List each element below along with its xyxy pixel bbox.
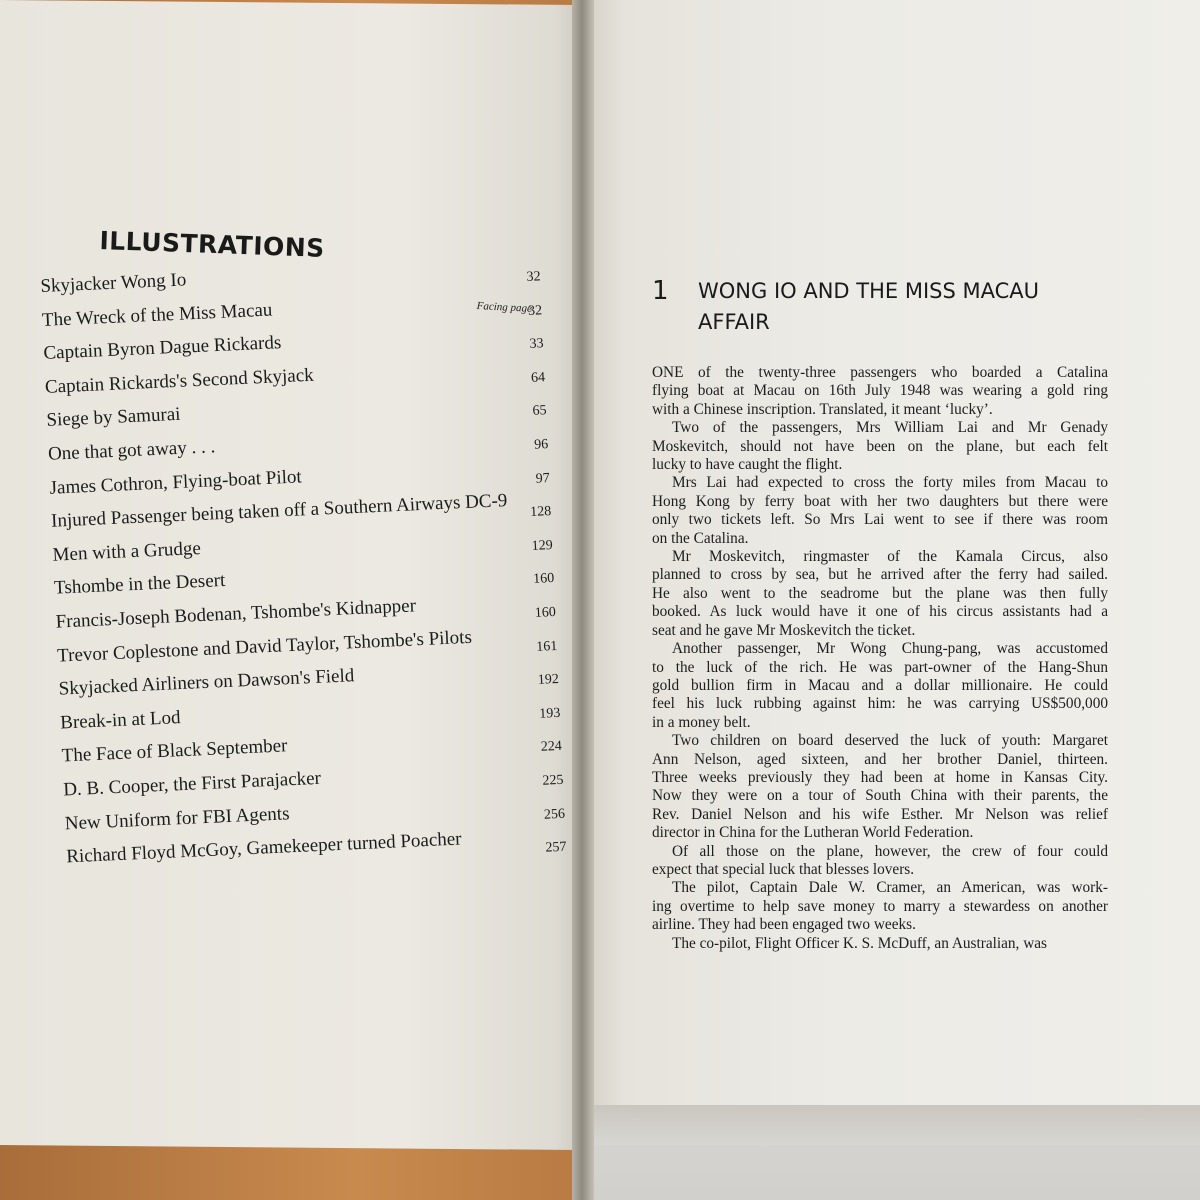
chapter-number: 1	[652, 276, 669, 306]
illustration-caption: Skyjacker Wong Io	[40, 269, 187, 297]
text-line: director in China for the Lutheran World Federation.	[652, 824, 974, 842]
paragraph	[652, 732, 1108, 842]
text-line: Two of the passengers, Mrs William Lai and Mr Genady	[672, 419, 1108, 437]
text-line: booked. As luck would have it one of his circus assistants had a	[652, 603, 1108, 621]
illustration-caption: The Wreck of the Miss Macau	[41, 299, 273, 331]
illustration-page-number: 33	[529, 336, 544, 353]
illustration-page-number: 97	[535, 470, 551, 487]
paragraph	[652, 843, 1108, 880]
text-line: Hong Kong by ferry boat with her two daughters but there were	[652, 492, 1108, 510]
text-line: Now they were on a tour of South China with their parents, the	[652, 787, 1108, 805]
facing-page-label: Facing page	[476, 300, 533, 315]
illustration-page-number: 256	[543, 806, 566, 823]
illustration-page-number: 225	[542, 772, 564, 789]
text-line: lucky to have caught the flight.	[652, 456, 843, 474]
illustration-page-number: 32	[527, 302, 543, 319]
illustrations-list	[40, 252, 587, 880]
text-line: ONE of the twenty-three passengers who boarded a Catalina	[652, 364, 1108, 381]
text-line: The pilot, Captain Dale W. Cramer, an American, was work-	[672, 879, 1108, 897]
illustration-page-number: 32	[526, 269, 541, 285]
chapter-title	[698, 276, 1098, 338]
illustration-page-number: 161	[535, 638, 558, 655]
paragraph	[652, 935, 1108, 953]
chapter-title-line: WONG IO AND THE MISS MACAU	[698, 279, 1039, 303]
text-line: gold bullion firm in Macau and a dollar millionaire. He could	[652, 676, 1108, 694]
paragraph	[652, 474, 1108, 548]
text-line: feel his luck rubbing against him: he was carrying US$500,000	[652, 695, 1108, 713]
illustration-page-number: 128	[529, 504, 552, 521]
illustration-page-number: 160	[532, 571, 555, 588]
illustration-caption: James Cothron, Flying-boat Pilot	[49, 465, 303, 499]
text-line: Moskevitch, should not have been on the plane, but each felt	[652, 437, 1108, 455]
text-line: Two children on board deserved the luck of youth: Margaret	[672, 732, 1108, 750]
text-line: Ann Nelson, aged sixteen, and her brother Daniel, thirteen.	[652, 750, 1108, 768]
paragraph	[652, 640, 1108, 732]
paragraph	[652, 548, 1108, 640]
illustration-page-number: 160	[534, 604, 557, 621]
text-line: Another passenger, Mr Wong Chung-pang, was accustomed	[672, 640, 1108, 658]
text-line: expect that special luck that blesses lovers.	[652, 860, 915, 878]
page-edge-shadow	[588, 1105, 1200, 1145]
illustration-caption: D. B. Cooper, the First Parajacker	[62, 767, 322, 801]
text-line: Mrs Lai had expected to cross the forty miles from Macau to	[672, 474, 1108, 492]
chapter-body	[652, 364, 1108, 953]
text-line: He also went to the seadrome but the plane was then fully	[652, 584, 1108, 602]
text-line: Rev. Daniel Nelson and his wife Esther. Mr Nelson was relief	[652, 805, 1108, 823]
illustration-caption: Break-in at Lod	[59, 706, 181, 734]
illustration-page-number: 257	[545, 839, 567, 856]
illustration-caption: Captain Rickards's Second Skyjack	[44, 364, 315, 398]
text-line: seat and he gave Mr Moskevitch the ticket.	[652, 621, 916, 639]
paragraph	[652, 364, 1108, 419]
illustration-caption: Skyjacked Airliners on Dawson's Field	[58, 665, 355, 700]
illustration-page-number: 64	[530, 369, 546, 386]
illustration-page-number: 193	[539, 705, 561, 722]
text-line: The co-pilot, Flight Officer K. S. McDuff, an Australian, was	[672, 934, 1047, 952]
text-line: with a Chinese inscription. Translated, it meant ‘lucky’.	[652, 400, 993, 418]
illustration-caption: Injured Passenger being taken off a Southern Airways DC-9	[50, 490, 508, 532]
text-line: flying boat at Macau on 16th July 1948 was wearing a gold ring	[652, 382, 1108, 400]
text-line: airline. They had been engaged two weeks.	[652, 916, 916, 934]
text-line: Of all those on the plane, however, the crew of four could	[672, 842, 1108, 860]
text-line: planned to cross by sea, but he arrived after the ferry had sailed.	[652, 566, 1108, 584]
illustration-caption: Francis-Joseph Bodenan, Tshombe's Kidnapper	[55, 595, 417, 633]
illustrations-heading: ILLUSTRATIONS	[98, 226, 326, 263]
illustration-caption: New Uniform for FBI Agents	[64, 802, 290, 834]
text-line: Three weeks previously they had been at home in Kansas City.	[652, 768, 1108, 786]
illustration-caption: Siege by Samurai	[46, 404, 181, 432]
illustration-page-number: 65	[532, 403, 547, 420]
illustration-page-number: 192	[537, 672, 560, 688]
illustration-caption: The Face of Black September	[61, 735, 288, 767]
illustration-page-number: 96	[533, 437, 549, 453]
text-line: only two tickets left. So Mrs Lai went to see if there was room	[652, 511, 1108, 529]
book-gutter	[572, 0, 594, 1200]
paragraph	[652, 419, 1108, 474]
illustration-caption: Captain Byron Dague Rickards	[43, 332, 282, 365]
chapter-title-line: AFFAIR	[698, 310, 770, 334]
illustration-caption: Tshombe in the Desert	[53, 570, 226, 600]
illustration-page-number: 129	[531, 537, 554, 554]
text-line: to the luck of the rich. He was part-owner of the Hang-Shun	[652, 658, 1108, 676]
illustration-caption: Men with a Grudge	[52, 537, 202, 566]
text-line: Mr Moskevitch, ringmaster of the Kamala Circus, also	[672, 548, 1108, 566]
text-line: ing overtime to help save money to marry a stewardess on another	[652, 897, 1108, 915]
text-line: on the Catalina.	[652, 529, 749, 547]
illustration-caption: Richard Floyd McGoy, Gamekeeper turned Poacher	[65, 828, 462, 868]
illustration-page-number: 224	[540, 739, 563, 756]
illustration-caption: Trevor Coplestone and David Taylor, Tshombe's Pilots	[56, 626, 473, 667]
text-line: in a money belt.	[652, 713, 751, 731]
paragraph	[652, 879, 1108, 934]
illustration-caption: One that got away . . .	[47, 436, 216, 465]
